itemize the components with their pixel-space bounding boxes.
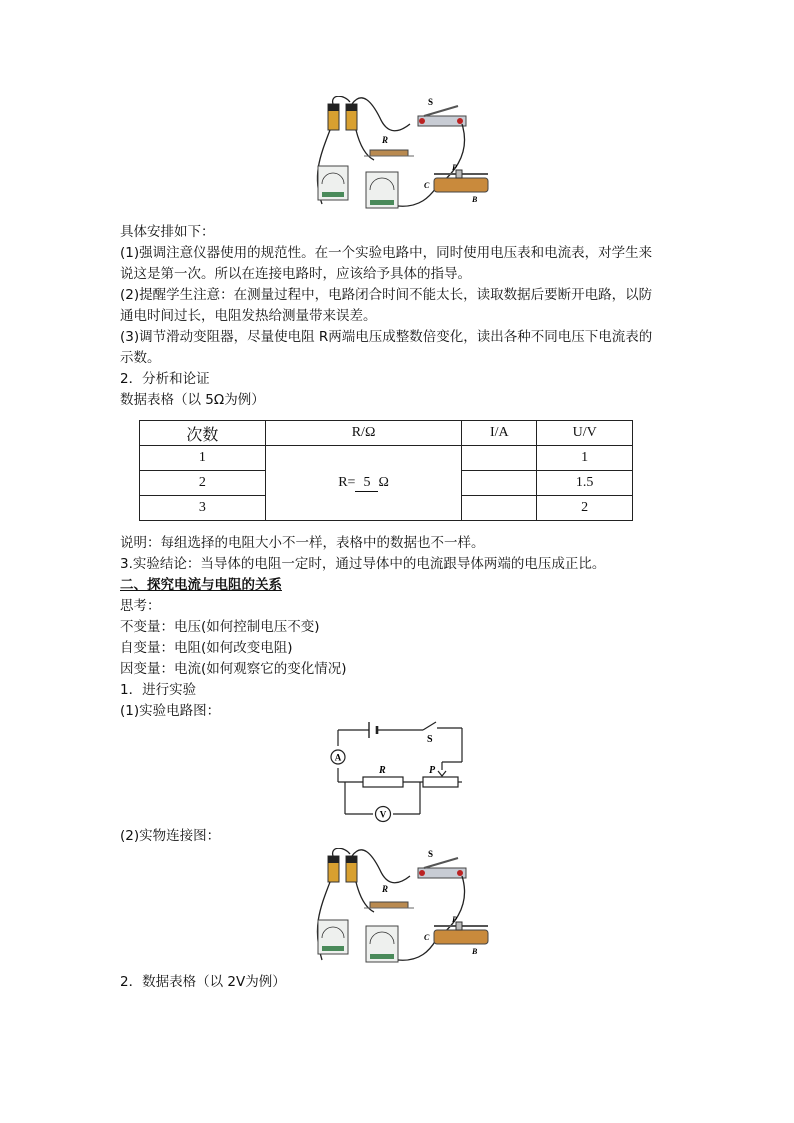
- conduct-heading: 1．进行实验: [120, 682, 197, 698]
- item1-line2: 说这是第一次。所以在连接电路时，应该给予具体的指导。: [120, 266, 471, 282]
- terminal-c-label: C: [424, 181, 430, 190]
- resistance-cell: [265, 446, 462, 521]
- physical-diagram-label: (2)实物连接图：: [120, 828, 221, 844]
- circuit-diagram-label: (1)实验电路图：: [120, 703, 221, 719]
- resistor-icon: [364, 884, 414, 908]
- table-row: [140, 446, 633, 471]
- circuit-slider-label: P: [429, 765, 436, 776]
- item1-line1: (1)强调注意仪器使用的规范性。在一个实验电路中，同时使用电压表和电流表，对学生来: [120, 245, 653, 261]
- rheostat-icon: [424, 915, 488, 956]
- data-table: [139, 420, 633, 521]
- resistance-prefix: R=: [338, 474, 356, 490]
- circuit-resistor-label: R: [379, 765, 386, 776]
- voltmeter-label: V: [379, 809, 387, 820]
- resistance-value: 5: [355, 475, 378, 492]
- battery-icon: [328, 104, 357, 130]
- switch-label: S: [428, 849, 434, 859]
- voltmeter-icon: [366, 172, 398, 208]
- independent-variable: 自变量：电阻(如何改变电阻): [120, 640, 293, 656]
- ammeter-symbol: [331, 750, 345, 764]
- terminal-b-label: B: [472, 947, 478, 956]
- rheostat-icon: [424, 163, 488, 204]
- row-voltage: 1: [537, 446, 633, 471]
- circuit-diagram: [325, 718, 470, 826]
- resistor-symbol: [363, 765, 403, 787]
- circuit-switch-label: S: [427, 734, 433, 745]
- constant-variable: 不变量：电压(如何控制电压不变): [120, 619, 320, 635]
- arrangement-intro: 具体安排如下：: [120, 224, 215, 240]
- slider-label: P: [452, 915, 457, 924]
- resistance-unit: Ω: [378, 474, 389, 490]
- conclusion: 3.实验结论：当导体的电阻一定时，通过导体中的电流跟导体两端的电压成正比。: [120, 556, 606, 572]
- row-count: 2: [140, 471, 266, 496]
- row-count: 1: [140, 446, 266, 471]
- table2-caption: 2．数据表格（以 2V为例）: [120, 974, 286, 990]
- switch-icon: [418, 97, 466, 126]
- item2-line1: (2)提醒学生注意：在测量过程中，电路闭合时间不能太长，读取数据后要断开电路，以防: [120, 287, 653, 303]
- resistor-label: R: [382, 884, 389, 894]
- terminal-b-label: B: [472, 195, 478, 204]
- row-current: [462, 496, 537, 521]
- analysis-heading: 2．分析和论证: [120, 371, 210, 387]
- ammeter-label: A: [334, 752, 342, 763]
- ammeter-icon: [318, 166, 348, 200]
- table-caption: 数据表格（以 5Ω为例）: [120, 392, 265, 408]
- resistor-label: R: [382, 135, 389, 145]
- table-header-row: [140, 421, 633, 446]
- switch-symbol: [423, 722, 436, 745]
- row-voltage: 2: [537, 496, 633, 521]
- battery-icon: [328, 856, 357, 882]
- dependent-variable: 因变量：电流(如何观察它的变化情况): [120, 661, 347, 677]
- header-resistance: R/Ω: [265, 421, 462, 446]
- resistor-icon: [364, 135, 414, 156]
- voltmeter-icon: [366, 926, 398, 962]
- row-current: [462, 471, 537, 496]
- header-count: 次数: [140, 421, 266, 446]
- item3-line1: (3)调节滑动变阻器，尽量使电阻 R两端电压成整数倍变化，读出各种不同电压下电流表的: [120, 329, 653, 345]
- battery-symbol: [369, 722, 377, 738]
- item2-line2: 通电时间过长，电阻发热给测量带来误差。: [120, 308, 377, 324]
- slider-label: P: [452, 163, 457, 172]
- switch-icon: [418, 849, 466, 878]
- table-note: 说明：每组选择的电阻大小不一样，表格中的数据也不一样。: [120, 535, 485, 551]
- row-voltage: 1.5: [537, 471, 633, 496]
- section-heading: 二、探究电流与电阻的关系: [120, 577, 282, 593]
- voltmeter-symbol: [376, 807, 391, 822]
- switch-label: S: [428, 97, 434, 107]
- terminal-c-label: C: [424, 933, 430, 942]
- header-current: I/A: [462, 421, 537, 446]
- apparatus-figure-top: [300, 96, 500, 211]
- item3-line2: 示数。: [120, 350, 161, 366]
- apparatus-figure-bottom: [300, 848, 500, 968]
- header-voltage: U/V: [537, 421, 633, 446]
- row-count: 3: [140, 496, 266, 521]
- row-current: [462, 446, 537, 471]
- rheostat-symbol: [423, 765, 458, 787]
- think-label: 思考：: [120, 598, 161, 614]
- ammeter-icon: [318, 920, 348, 954]
